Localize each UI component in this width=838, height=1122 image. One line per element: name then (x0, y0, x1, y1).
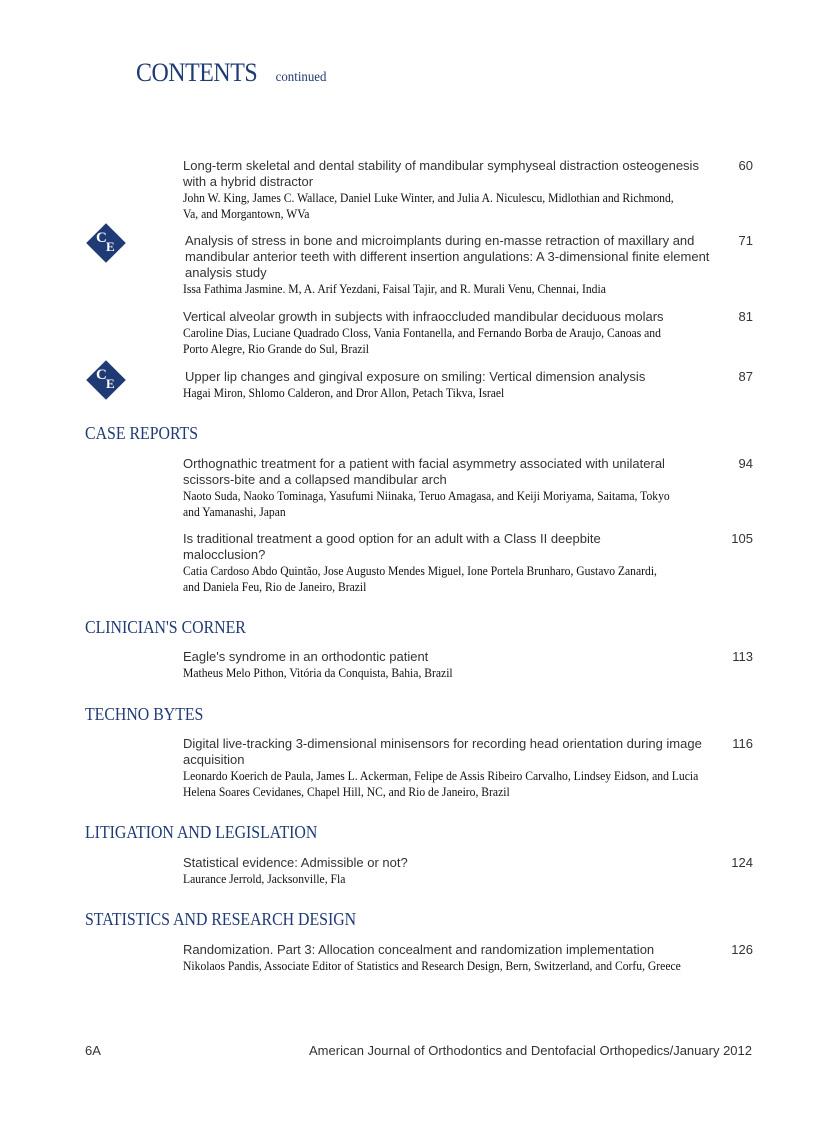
page-number: 126 (731, 942, 753, 957)
page-number: 60 (738, 158, 753, 173)
page-number: 105 (731, 531, 753, 546)
toc-entry[interactable] (185, 233, 753, 297)
page-number: 81 (738, 309, 753, 324)
toc-entry[interactable] (183, 158, 753, 222)
article-authors: Catia Cardoso Abdo Quintão, Jose Augusto Mendes Miguel, Ione Portela Brunharo, Gustavo Zanardi, and Daniela Feu, Rio de Janeiro, Brazil (183, 564, 657, 594)
page-number: 87 (738, 369, 753, 384)
article-authors: Nikolaos Pandis, Associate Editor of Statistics and Research Design, Bern, Switzerland, and Corfu, Greece (183, 959, 681, 973)
article-title[interactable]: Vertical alveolar growth in subjects with infraoccluded mandibular deciduous molars (183, 309, 664, 324)
toc-entry[interactable] (183, 942, 753, 974)
article-authors: Leonardo Koerich de Paula, James L. Ackerman, Felipe de Assis Ribeiro Carvalho, Lindsey Eidson, and Lucia Helena Soares Cevidanes, Chapel Hill, NC, and Rio de Janeiro, Brazil (183, 769, 699, 799)
ce-c-letter: C (96, 367, 107, 383)
toc-entry[interactable] (185, 369, 753, 401)
footer-journal-info: American Journal of Orthodontics and Dentofacial Orthopedics/January 2012 (309, 1043, 752, 1058)
ce-e-letter: E (106, 376, 115, 391)
page-number: 71 (738, 233, 753, 248)
page-number: 116 (732, 736, 753, 751)
ce-credit-icon (86, 360, 126, 400)
section-heading-statistics: STATISTICS AND RESEARCH DESIGN (85, 909, 357, 929)
toc-entry[interactable] (183, 531, 753, 595)
article-authors: Matheus Melo Pithon, Vitória da Conquista, Bahia, Brazil (183, 666, 453, 680)
article-title[interactable]: Randomization. Part 3: Allocation concealment and randomization implementation (183, 942, 655, 957)
toc-entry[interactable] (183, 736, 753, 800)
ce-e-letter: E (106, 239, 115, 254)
ce-credit-icon (86, 223, 126, 263)
toc-entry[interactable] (183, 456, 753, 520)
section-heading-litigation: LITIGATION AND LEGISLATION (85, 822, 318, 842)
page-number: 113 (732, 649, 753, 664)
article-title[interactable]: Orthognathic treatment for a patient with facial asymmetry associated with unilateral scissors-bite and a collapsed mandibular arch (183, 456, 665, 487)
toc-entry[interactable] (183, 855, 753, 887)
toc-entry[interactable] (183, 309, 753, 357)
article-title[interactable]: Is traditional treatment a good option for an adult with a Class II deepbite malocclusion? (183, 531, 601, 562)
page-number: 124 (731, 855, 753, 870)
article-authors: Caroline Dias, Luciane Quadrado Closs, Vania Fontanella, and Fernando Borba de Araujo, Canoas and Porto Alegre, Rio Grande do Sul, Brazil (183, 326, 661, 356)
article-title[interactable]: Analysis of stress in bone and microimplants during en-masse retraction of maxillary and mandibular anterior teeth with different insertion angulations: A 3-dimensional finite element analysis study (185, 233, 710, 280)
article-authors: Issa Fathima Jasmine. M, A. Arif Yezdani, Faisal Tajir, and R. Murali Venu, Chennai, India (183, 282, 606, 296)
section-heading-clinicians-corner: CLINICIAN'S CORNER (85, 617, 246, 637)
section-heading-case-reports: CASE REPORTS (85, 423, 199, 443)
page-title (136, 58, 326, 88)
page-number: 94 (738, 456, 753, 471)
section-heading-techno-bytes: TECHNO BYTES (85, 704, 204, 724)
article-title[interactable]: Upper lip changes and gingival exposure on smiling: Vertical dimension analysis (185, 369, 646, 384)
ce-c-letter: C (96, 230, 107, 246)
footer-page-number: 6A (85, 1043, 101, 1058)
article-authors: Hagai Miron, Shlomo Calderon, and Dror Allon, Petach Tikva, Israel (183, 386, 505, 400)
article-title[interactable]: Eagle's syndrome in an orthodontic patient (183, 649, 429, 664)
article-authors: John W. King, James C. Wallace, Daniel Luke Winter, and Julia A. Niculescu, Midlothian and Richmond, Va, and Morgantown, WVa (183, 191, 674, 221)
article-title[interactable]: Digital live-tracking 3-dimensional minisensors for recording head orientation during image acquisition (183, 736, 702, 767)
article-title[interactable]: Long-term skeletal and dental stability of mandibular symphyseal distraction osteogenesis with a hybrid distractor (183, 158, 699, 189)
toc-entry[interactable] (183, 649, 753, 681)
article-authors: Naoto Suda, Naoko Tominaga, Yasufumi Niinaka, Teruo Amagasa, and Keiji Moriyama, Saitama, Tokyo and Yamanashi, Japan (183, 489, 670, 519)
continued-label: continued (275, 70, 327, 85)
article-authors: Laurance Jerrold, Jacksonville, Fla (183, 872, 346, 886)
article-title[interactable]: Statistical evidence: Admissible or not? (183, 855, 408, 870)
contents-heading: CONTENTS (136, 58, 258, 87)
